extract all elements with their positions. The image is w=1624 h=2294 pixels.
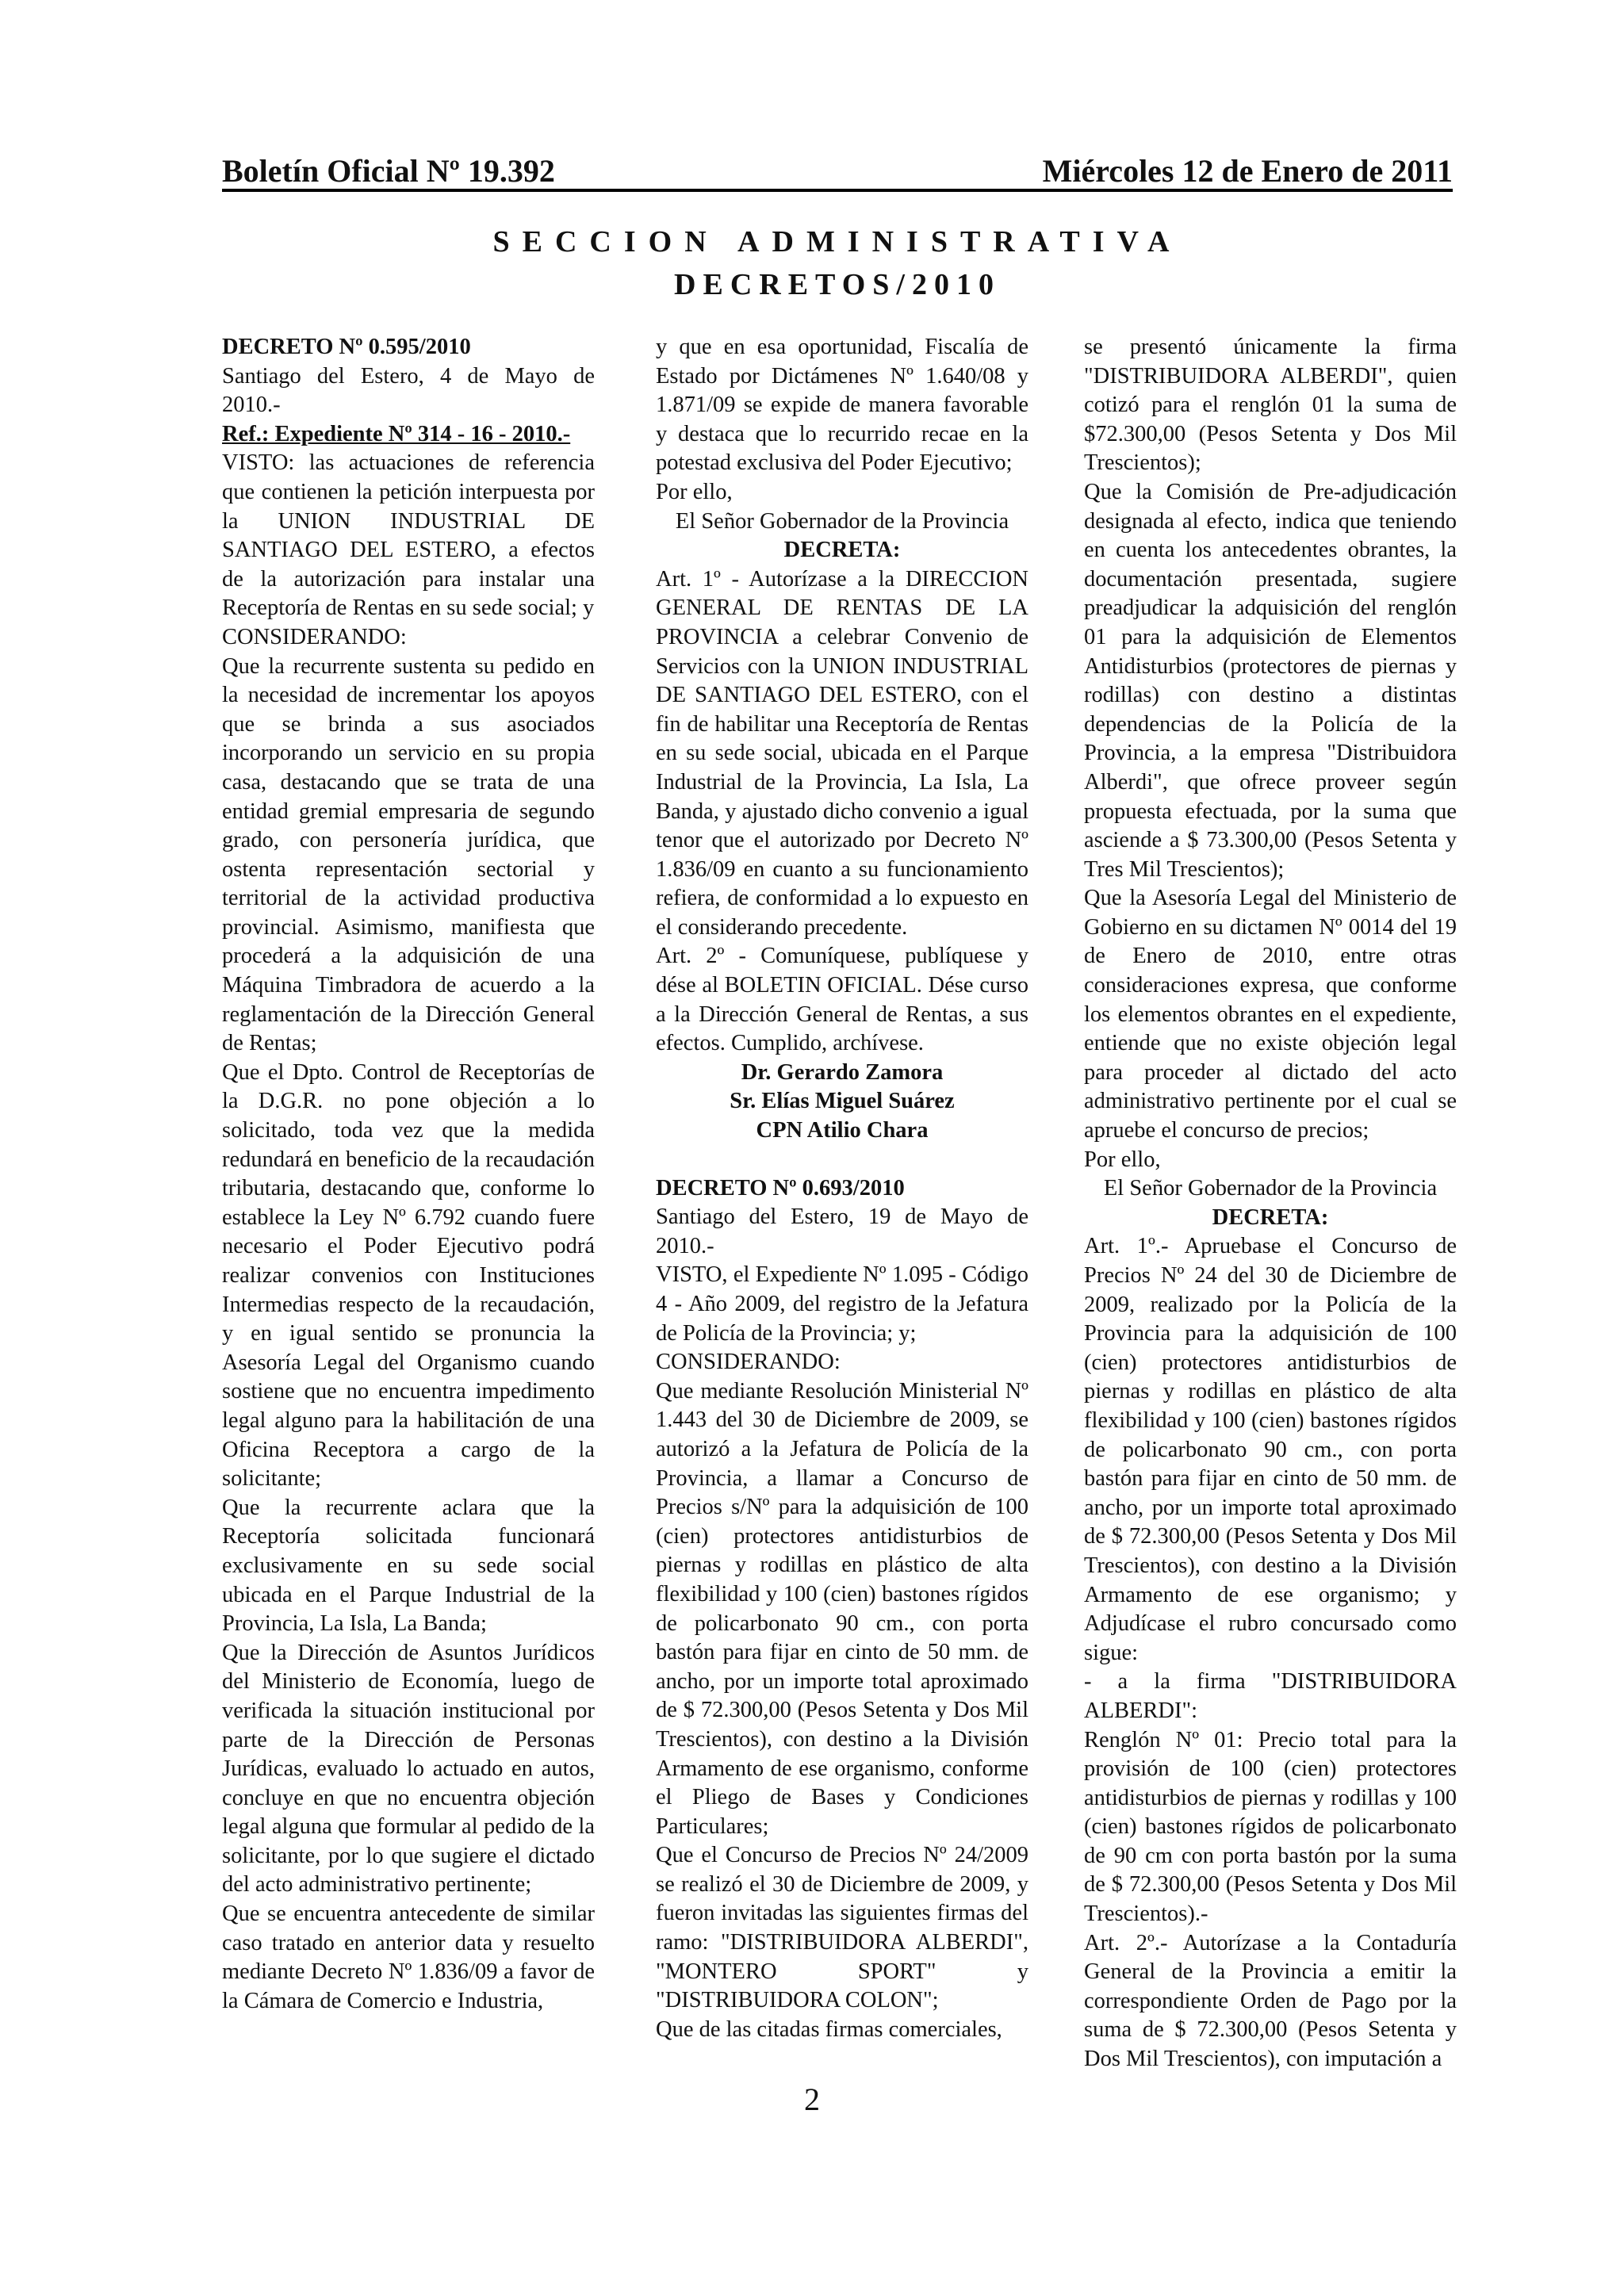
considerando-paragraph: Que la Comisión de Pre-adjudicación designada al efecto, indica que teniendo en cuenta los antecedentes obrantes, la documentación presentada, sugiere preadjudicar la adquisición del renglón 01 para la adquisición de Elementos Antidisturbios (protectores de piernas y rodillas) con destino a distintas dependencias de la Policía de la Provincia, a la empresa "Distribuidora Alberdi", que ofrece proveer según propuesta efectuada, por la suma que asciende a $ 73.300,00 (Pesos Setenta y Tres Mil Trescientos); xyxy=(1084,479,1457,882)
considerando-paragraph: Que la Asesoría Legal del Ministerio de Gobierno en su dictamen Nº 0014 del 19 de Enero de 2010, entre otras consideraciones expresa, que conforme los elementos obrantes en el expediente, entiende que no existe objeción legal para proceder al dictado del acto administrativo pertinente por el cual se apruebe el concurso de precios; xyxy=(1084,886,1457,1143)
visto-paragraph: VISTO: las actuaciones de referencia que contienen la petición interpuesta por la UNION INDUSTRIAL DE SANTIAGO DEL ESTERO, a efectos de la autorización para instalar una Receptoría de Rentas en su sede social; y xyxy=(222,450,595,621)
considerando-paragraph-continued: se presentó únicamente la firma "DISTRIBUIDORA ALBERDI", quien cotizó para el renglón 01 la suma de $72.300,00 (Pesos Setenta y Dos Mil Trescientos); xyxy=(1084,335,1457,476)
signature: Dr. Gerardo Zamora xyxy=(741,1059,944,1085)
governor-line: El Señor Gobernador de la Provincia xyxy=(1103,1176,1438,1201)
decree-reference: Ref.: Expediente Nº 314 - 16 - 2010.- xyxy=(222,421,571,446)
article-1: Art. 1º.- Apruebase el Concurso de Precios Nº 24 del 30 de Diciembre de 2009, realizado por la Policía de la Provincia para la adquisición de 100 (cien) protectores antidisturbios de piernas y rodillas en plástico de alta flexibilidad y 100 (cien) bastones rígidos de policarbonato 90 cm., con porta bastón para fijar en cinto de 50 mm. de ancho, por un importe total aproximado de $ 72.300,00 (Pesos Setenta y Dos Mil Trescientos), con destino a la División Armamento de ese organismo; y Adjudícase el rubro concursado como sigue: xyxy=(1084,1234,1457,1665)
considerando-label: CONSIDERANDO: xyxy=(222,624,407,649)
considerando-label: CONSIDERANDO: xyxy=(656,1350,841,1375)
visto-paragraph: VISTO, el Expediente Nº 1.095 - Código 4 - Año 2009, del registro de la Jefatura de Policía de la Provincia; y; xyxy=(656,1262,1028,1346)
decree-place-date: Santiago del Estero, 4 de Mayo de 2010.- xyxy=(222,363,595,418)
spacer xyxy=(656,1146,1028,1174)
bulletin-number: Boletín Oficial Nº 19.392 xyxy=(222,153,555,189)
column-2 xyxy=(656,333,1028,2044)
considerando-paragraph: Que la Dirección de Asuntos Jurídicos del Ministerio de Economía, luego de verificada la situación institucional por parte de la Dirección de Personas Jurídicas, evaluado lo actuado en autos, concluye en que no encuentra objeción legal alguna que formular al pedido de la solicitante, por lo que sugiere el dictado del acto administrativo pertinente; xyxy=(222,1640,595,1898)
page-header xyxy=(222,155,1453,192)
signature: CPN Atilio Chara xyxy=(756,1118,929,1143)
column-3 xyxy=(1084,333,1457,2074)
considerando-paragraph-lead: Que de las citadas firmas comerciales, xyxy=(656,2016,1002,2042)
article-1: Art. 1º - Autorízase a la DIRECCION GENERAL DE RENTAS DE LA PROVINCIA a celebrar Convenio de Servicios con la UNION INDUSTRIAL DE SANTIAGO DEL ESTERO, con el fin de habilitar una Receptoría de Rentas en su sede social, ubicada en el Parque Industrial de la Provincia, La Isla, La Banda, y ajustado dicho convenio a igual tenor que el autorizado por Decreto Nº 1.836/09 en cuanto a su funcionamiento refiera, de conformidad a lo expuesto en el considerando precedente. xyxy=(656,566,1028,940)
decree-title: DECRETO Nº 0.693/2010 xyxy=(656,1175,905,1201)
column-1 xyxy=(222,333,595,2016)
considerando-paragraph: Que se encuentra antecedente de similar caso tratado en anterior data y resuelto mediante Decreto Nº 1.836/09 a favor de la Cámara de Comercio e Industria, xyxy=(222,1901,595,2013)
decreta-heading: DECRETA: xyxy=(1212,1204,1329,1230)
decreta-heading: DECRETA: xyxy=(783,538,901,563)
considerando-paragraph: Que la recurrente sustenta su pedido en la necesidad de incrementar los apoyos que se brinda a sus asociados incorporando un servicio en su propia casa, destacando que se trata de una entidad gremial empresaria de segundo grado, con personería jurídica, que ostenta representación sectorial y territorial de la actividad productiva provincial. Asimismo, manifiesta que procederá a la adquisición de una Máquina Timbradora de acuerdo a la reglamentación de la Dirección General de Rentas; xyxy=(222,653,595,1056)
considerando-paragraph: Que mediante Resolución Ministerial Nº 1.443 del 30 de Diciembre de 2009, se autorizó a la Jefatura de Policía de la Provincia, a llamar a Concurso de Precios s/Nº para la adquisición de 100 (cien) protectores antidisturbios de piernas y rodillas en plástico de alta flexibilidad y 100 (cien) bastones rígidos de policarbonato 90 cm., con porta bastón para fijar en cinto de 50 mm. de ancho, por un importe total aproximado de $ 72.300,00 (Pesos Setenta y Dos Mil Trescientos), con destino a la División Armamento de ese organismo, conforme el Pliego de Bases y Condiciones Particulares; xyxy=(656,1378,1028,1839)
por-ello: Por ello, xyxy=(1084,1147,1161,1172)
considerando-paragraph: Que el Concurso de Precios Nº 24/2009 se realizó el 30 de Diciembre de 2009, y fueron invitadas las siguientes firmas del ramo: "DISTRIBUIDORA ALBERDI", "MONTERO SPORT" y "DISTRIBUIDORA COLON"; xyxy=(656,1843,1028,2013)
section-title: SECCION ADMINISTRATIVA xyxy=(492,225,1182,259)
renglon-item: Renglón Nº 01: Precio total para la provisión de 100 (cien) protectores antidisturbios de piernas y rodillas y 100 (cien) bastones rígidos de policarbonato de 90 cm con porta bastón por la suma de $ 72.300,00 (Pesos Setenta y Dos Mil Trescientos).- xyxy=(1084,1727,1457,1927)
article-2: Art. 2º.- Autorízase a la Contaduría General de la Provincia a emitir la correspondiente Orden de Pago por la suma de $ 72.300,00 (Pesos Setenta y Dos Mil Trescientos), con imputación a xyxy=(1084,1930,1457,2072)
considerando-paragraph: y que en esa oportunidad, Fiscalía de Estado por Dictámenes Nº 1.640/08 y 1.871/09 se expide de manera favorable y destaca que lo recurrido recae en la potestad exclusiva del Poder Ejecutivo; xyxy=(656,335,1028,476)
page-number: 2 xyxy=(804,2081,820,2117)
awarded-firm: - a la firma "DISTRIBUIDORA ALBERDI": xyxy=(1084,1669,1457,1723)
por-ello: Por ello, xyxy=(656,479,733,504)
considerando-paragraph: Que la recurrente aclara que la Receptoría solicitada funcionará exclusivamente en su sede social ubicada en el Parque Industrial de la Provincia, La Isla, La Banda; xyxy=(222,1495,595,1637)
governor-line: El Señor Gobernador de la Provincia xyxy=(675,508,1009,534)
publication-date: Miércoles 12 de Enero de 2011 xyxy=(1042,153,1453,189)
signature: Sr. Elías Miguel Suárez xyxy=(730,1089,955,1114)
considerando-paragraph: Que el Dpto. Control de Receptorías de la D.G.R. no pone objeción a lo solicitado, toda vez que la medida redundará en beneficio de la recaudación tributaria, destacando que, conforme lo establece la Ley Nº 6.792 cuando fuere necesario el Poder Ejecutivo podrá realizar convenios con Instituciones Intermedias respecto de la recaudación, y en igual sentido se pronuncia la Asesoría Legal del Organismo cuando sostiene que no encuentra impedimento legal alguno para la habilitación de una Oficina Receptora a cargo de la solicitante; xyxy=(222,1059,595,1492)
article-2: Art. 2º - Comuníquese, publíquese y dése al BOLETIN OFICIAL. Dése curso a la Dirección General de Rentas, a sus efectos. Cumplido, archívese. xyxy=(656,944,1028,1056)
decree-place-date: Santiago del Estero, 19 de Mayo de 2010.- xyxy=(656,1204,1028,1258)
section-subtitle: DECRETOS/2010 xyxy=(674,268,1001,301)
decree-title: DECRETO Nº 0.595/2010 xyxy=(222,335,471,359)
